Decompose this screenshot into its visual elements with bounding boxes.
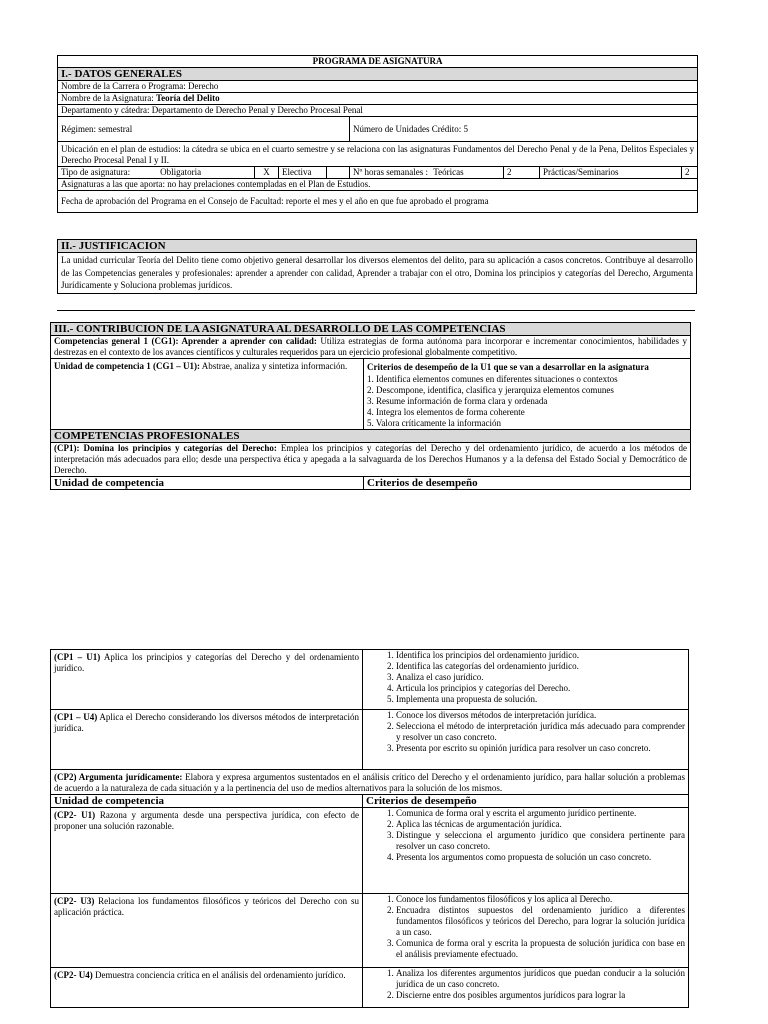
cp2-u3-cell <box>51 894 363 968</box>
cp1-u4-cell <box>51 710 363 770</box>
criterio-item: 3. Presenta por escrito su opinión jurídica para resolver un caso concreto. <box>396 743 685 754</box>
fecha-text: Fecha de aprobación del Programa en el Consejo de Facultad: reporte el mes y el año en que fue aprobado el programa <box>58 191 698 213</box>
criterio-item: 1. Comunica de forma oral y escrita el argumento jurídico pertinente. <box>396 808 685 819</box>
cg1-u1-cell <box>51 359 364 430</box>
ubicacion-text: Ubicación en el plan de estudios: la cátedra se ubica en el cuarto semestre y se relaciona con las asignaturas Fundamentos del Derecho Penal y de la Pena, Delitos Especiales y Derecho Procesal Penal I y II. <box>58 142 698 167</box>
obligatoria-mark: X <box>255 167 279 179</box>
tipo-label: Tipo de asignatura: <box>61 167 131 177</box>
asignatura-field <box>58 93 698 105</box>
practicas-label: Prácticas/Seminarios <box>540 167 682 179</box>
electiva-label: Electiva <box>279 167 327 179</box>
cp1-u1-text: Aplica los principios y categorías del Derecho y del ordenamiento jurídico. <box>54 652 359 673</box>
justificacion-text: La unidad curricular Teoría del Delito tiene como objetivo general desarrollar los diversos elementos del delito, para su aplicación a casos concretos. Contribuye al desarrollo de las Competencias generales y profesionales: aprender a aprender con calidad, Aprender a trabajar con el otro, Domina los principios y categorías del Derecho, Argumenta Jurídicamente y Soluciona problemas jurídicos. <box>58 253 697 294</box>
cp2-u4-text: Demuestra conciencia crítica en el análisis del ordenamiento jurídico. <box>92 970 346 980</box>
cp2-text: Elabora y expresa argumentos sustentados en el análisis crítico del Derecho y el ordenamiento jurídico, para hallar solución a problemas de acuerdo a la naturaleza de cada situación y a la pertinencia del uso de medios alternativos para la solución de los mismos. <box>54 772 685 793</box>
col-header-unidad: Unidad de competencia <box>51 477 364 490</box>
criterio-item: 2. Encuadra distintos supuestos del ordenamiento jurídico a diferentes fundamentos filosóficos y teóricos del Derecho, para lograr la solución jurídica a un caso. <box>396 905 685 938</box>
cp2-u1-cell <box>51 808 363 894</box>
creditos-value: 5 <box>463 123 468 134</box>
regimen-field <box>58 117 350 142</box>
criterio-item: 2. Identifica las categorías del ordenamiento jurídico. <box>396 661 685 672</box>
cp1-u4-title: (CP1 – U4) <box>54 712 98 722</box>
cp1-u1-cell <box>51 650 363 710</box>
cp2-description <box>51 770 689 795</box>
teoricas-label: Teóricas <box>433 167 464 177</box>
cp2-u1-criterios <box>363 808 689 894</box>
asignatura-label: Nombre de la Asignatura: <box>61 93 156 103</box>
cg1-criterio-item: 4. Integra los elementos de forma coherente <box>367 407 525 417</box>
cg1-criterio-item: 5. Valora críticamente la información <box>367 418 502 428</box>
col-header-unidad-2: Unidad de competencia <box>51 795 363 808</box>
cp1-u1-title: (CP1 – U1) <box>54 652 101 662</box>
criterio-item: 4. Presenta los argumentos como propuesta de solución un caso concreto. <box>396 852 685 863</box>
criterio-item: 3. Comunica de forma oral y escrita la propuesta de solución jurídica con base en el análisis previamente efectuado. <box>396 938 685 960</box>
cp2-title: (CP2) Argumenta jurídicamente: <box>54 772 183 782</box>
cp2-u3-text: Relaciona los fundamentos filosóficos y teóricos del Derecho con su aplicación práctica. <box>54 896 359 917</box>
practicas-value: 2 <box>682 167 698 179</box>
criterio-item: 3. Analiza el caso jurídico. <box>396 672 685 683</box>
cg1-criterio-item: 2. Descompone, identifica, clasifica y jerarquiza elementos comunes <box>367 385 614 395</box>
electiva-mark <box>327 167 350 179</box>
cp2-u4-cell <box>51 968 363 1008</box>
criterio-item: 5. Implementa una propuesta de solución. <box>396 694 685 705</box>
cg1-text: Utiliza estrategias de forma autónoma para incorporar e incrementar conocimientos, habilidades y destrezas en el contexto de los avances científicos y culturales requeridos para un ejercicio profesional globalmente competitivo. <box>54 336 687 357</box>
cp1-text: Emplea los principios y categorías del Derecho y del ordenamiento jurídico, de acuerdo a los métodos de interpretación más adecuados para ello; desde una perspectiva ética y apegada a la salvaguarda de los Derechos Humanos y a la defensa del Estado Social y Democrático de Derecho. <box>54 443 687 475</box>
section-heading-justificacion: II.- JUSTIFICACION <box>58 240 697 253</box>
datos-generales-table <box>57 55 698 213</box>
cg1-criterios-cell <box>364 359 691 430</box>
aporta-text: Asignaturas a las que aporta: no hay prelaciones contempladas en el Plan de Estudios. <box>58 179 698 191</box>
cp2-u1-title: (CP2- U1) <box>54 810 96 820</box>
regimen-label: Régimen: <box>61 123 99 134</box>
criterio-item: 2. Discierne entre dos posibles argumentos jurídicos para lograr la <box>396 990 685 1001</box>
asignatura-value: Teoría del Delito <box>155 93 220 103</box>
cg1-u1-text: Abstrae, analiza y sintetiza información. <box>200 361 348 371</box>
cg1-title: Competencias general 1 (CG1): Aprender a aprender con calidad: <box>54 336 317 346</box>
carrera-label: Nombre de la Carrera o Programa: <box>61 81 188 91</box>
tipo-asignatura-cell <box>58 167 255 179</box>
cp1-u4-text: Aplica el Derecho considerando los diversos métodos de interpretación jurídica. <box>54 712 359 733</box>
departamento-label: Departamento y cátedra: <box>61 105 152 115</box>
criterio-item: 4. Articula los principios y categorías del Derecho. <box>396 683 685 694</box>
justificacion-table <box>57 239 697 294</box>
cg1-criterio-item: 3. Resume información de forma clara y ordenada <box>367 396 548 406</box>
cg1-criterio-item: 1. Identifica elementos comunes en diferentes situaciones o contextos <box>367 374 618 384</box>
horas-cell <box>350 167 504 179</box>
cp2-u4-title: (CP2- U4) <box>54 970 93 980</box>
section-heading-datos: I.- DATOS GENERALES <box>58 68 698 81</box>
cp2-u3-title: (CP2- U3) <box>54 896 95 906</box>
separator-line <box>57 310 695 311</box>
section-heading-profesionales: COMPETENCIAS PROFESIONALES <box>51 430 691 443</box>
cg1-u1-title: Unidad de competencia 1 (CG1 – U1): <box>54 361 200 371</box>
criterio-item: 1. Conoce los fundamentos filosóficos y los aplica al Derecho. <box>396 894 685 905</box>
cg1-description <box>51 336 691 359</box>
criterio-item: 1. Identifica los principios del ordenamiento jurídico. <box>396 650 685 661</box>
section-heading-competencias: III.- CONTRIBUCION DE LA ASIGNATURA AL DESARROLLO DE LAS COMPETENCIAS <box>51 323 691 336</box>
horas-label: Nº horas semanales : <box>353 167 429 177</box>
cp2-u1-text: Razona y argumenta desde una perspectiva jurídica, con efecto de proponer una solución razonable. <box>54 810 359 831</box>
document-title: PROGRAMA DE ASIGNATURA <box>58 56 698 68</box>
cp1-units-table <box>50 649 689 1008</box>
criterio-item: 2. Selecciona el método de interpretación jurídica más adecuado para comprender y resolver un caso concreto. <box>396 721 685 743</box>
carrera-field <box>58 81 698 93</box>
departamento-field <box>58 105 698 117</box>
cp2-u4-criterios <box>363 968 689 1008</box>
obligatoria-label: Obligatoria <box>160 167 202 177</box>
criterio-item: 3. Distingue y selecciona el argumento jurídico que considera pertinente para resolver un caso concreto. <box>396 830 685 852</box>
creditos-label: Número de Unidades Crédito: <box>353 123 464 134</box>
cp1-u4-criterios <box>363 710 689 770</box>
departamento-value: Departamento de Derecho Penal y Derecho Procesal Penal <box>151 105 363 115</box>
regimen-value: semestral <box>98 123 133 134</box>
cp1-title: (CP1): Domina los principios y categorías del Derecho: <box>54 443 277 453</box>
criterio-item: 1. Analiza los diferentes argumentos jurídicos que puedan conducir a la solución jurídica de un caso concreto. <box>396 968 685 990</box>
carrera-value: Derecho <box>187 81 219 91</box>
col-header-criterios: Criterios de desempeño <box>364 477 691 490</box>
cg1-criterios-heading: Criterios de desempeño de la U1 que se van a desarrollar en la asignatura <box>367 362 649 372</box>
col-header-criterios-2: Criterios de desempeño <box>363 795 689 808</box>
cp1-u1-criterios <box>363 650 689 710</box>
criterio-item: 2. Aplica las técnicas de argumentación jurídica. <box>396 819 685 830</box>
creditos-field <box>350 117 698 142</box>
teoricas-value: 2 <box>504 167 540 179</box>
cp1-description <box>51 443 691 477</box>
criterio-item: 1. Conoce los diversos métodos de interpretación jurídica. <box>396 710 685 721</box>
cp2-u3-criterios <box>363 894 689 968</box>
competencias-table <box>50 322 691 490</box>
